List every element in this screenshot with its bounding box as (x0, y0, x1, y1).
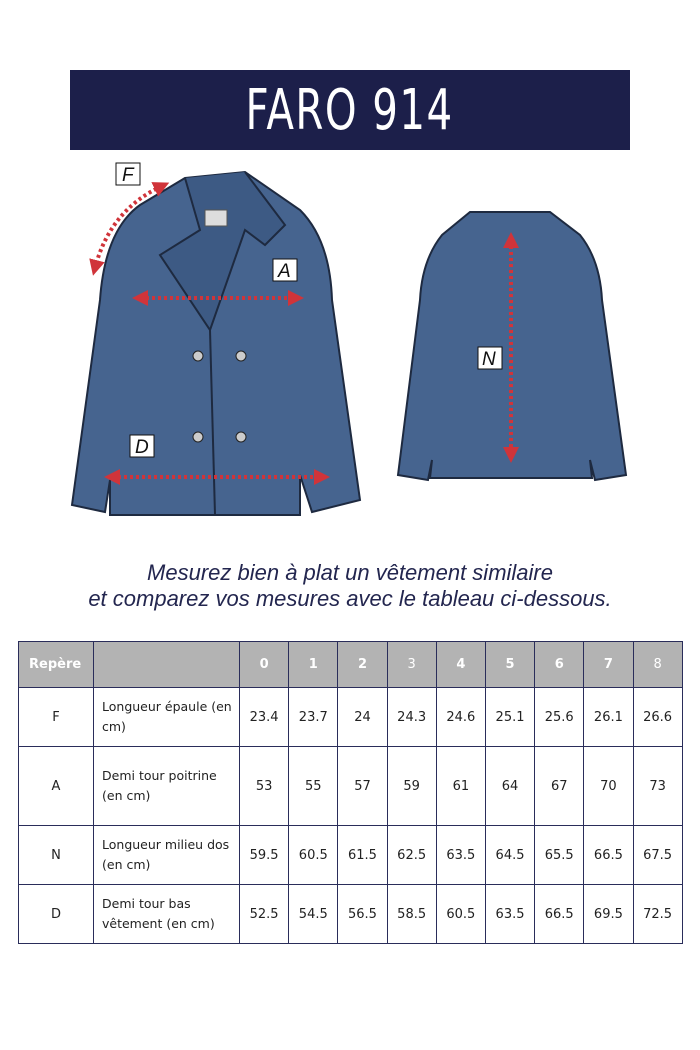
size-value-cell: 63.5 (436, 826, 485, 885)
size-value-cell: 57 (338, 747, 387, 826)
title-banner (70, 70, 630, 150)
size-value-cell: 72.5 (633, 885, 682, 944)
row-marker: N (19, 826, 94, 885)
size-chart-table (18, 641, 683, 944)
size-value-cell: 23.7 (289, 688, 338, 747)
row-label: Longueur milieu dos (en cm) (94, 826, 240, 885)
header-size: 8 (633, 642, 682, 688)
size-value-cell: 24 (338, 688, 387, 747)
header-size: 0 (240, 642, 289, 688)
size-value-cell: 60.5 (436, 885, 485, 944)
size-value-cell: 56.5 (338, 885, 387, 944)
size-value-cell: 25.6 (535, 688, 584, 747)
row-label: Demi tour poitrine (en cm) (94, 747, 240, 826)
header-size: 2 (338, 642, 387, 688)
size-value-cell: 52.5 (240, 885, 289, 944)
size-value-cell: 66.5 (584, 826, 633, 885)
size-value-cell: 62.5 (387, 826, 436, 885)
instructions-line-2: et comparez vos mesures avec le tableau ci-dessous. (88, 586, 612, 611)
row-marker: D (19, 885, 94, 944)
row-marker: A (19, 747, 94, 826)
header-size: 1 (289, 642, 338, 688)
size-value-cell: 59 (387, 747, 436, 826)
size-value-cell: 61.5 (338, 826, 387, 885)
header-size: 5 (485, 642, 534, 688)
table-row (19, 688, 683, 747)
header-size: 4 (436, 642, 485, 688)
marker-f-label: F (122, 165, 134, 186)
header-size: 6 (535, 642, 584, 688)
marker-a-label: A (278, 261, 291, 282)
size-value-cell: 64.5 (485, 826, 534, 885)
size-value-cell: 24.6 (436, 688, 485, 747)
table-row (19, 747, 683, 826)
jacket-front-image (72, 172, 360, 515)
size-value-cell: 65.5 (535, 826, 584, 885)
table-row (19, 885, 683, 944)
size-value-cell: 64 (485, 747, 534, 826)
size-value-cell: 55 (289, 747, 338, 826)
size-value-cell: 23.4 (240, 688, 289, 747)
size-value-cell: 70 (584, 747, 633, 826)
size-value-cell: 73 (633, 747, 682, 826)
row-label: Demi tour bas vêtement (en cm) (94, 885, 240, 944)
marker-n-label: N (482, 349, 496, 370)
row-label: Longueur épaule (en cm) (94, 688, 240, 747)
size-value-cell: 26.6 (633, 688, 682, 747)
header-size: 7 (584, 642, 633, 688)
header-label (94, 642, 240, 688)
size-value-cell: 67.5 (633, 826, 682, 885)
table-header-row (19, 642, 683, 688)
product-title: FARO 914 (245, 77, 455, 143)
size-value-cell: 59.5 (240, 826, 289, 885)
size-value-cell: 61 (436, 747, 485, 826)
marker-d-label: D (135, 437, 149, 458)
size-value-cell: 58.5 (387, 885, 436, 944)
size-value-cell: 24.3 (387, 688, 436, 747)
instructions-line-1: Mesurez bien à plat un vêtement similaire (147, 560, 553, 585)
jacket-back-image (398, 212, 626, 480)
row-marker: F (19, 688, 94, 747)
size-value-cell: 26.1 (584, 688, 633, 747)
table-row (19, 826, 683, 885)
instructions (0, 560, 700, 612)
size-value-cell: 63.5 (485, 885, 534, 944)
size-value-cell: 66.5 (535, 885, 584, 944)
size-value-cell: 67 (535, 747, 584, 826)
size-value-cell: 53 (240, 747, 289, 826)
header-marker: Repère (19, 642, 94, 688)
size-value-cell: 25.1 (485, 688, 534, 747)
size-value-cell: 60.5 (289, 826, 338, 885)
jacket-illustrations (0, 155, 700, 535)
size-value-cell: 54.5 (289, 885, 338, 944)
size-value-cell: 69.5 (584, 885, 633, 944)
header-size: 3 (387, 642, 436, 688)
